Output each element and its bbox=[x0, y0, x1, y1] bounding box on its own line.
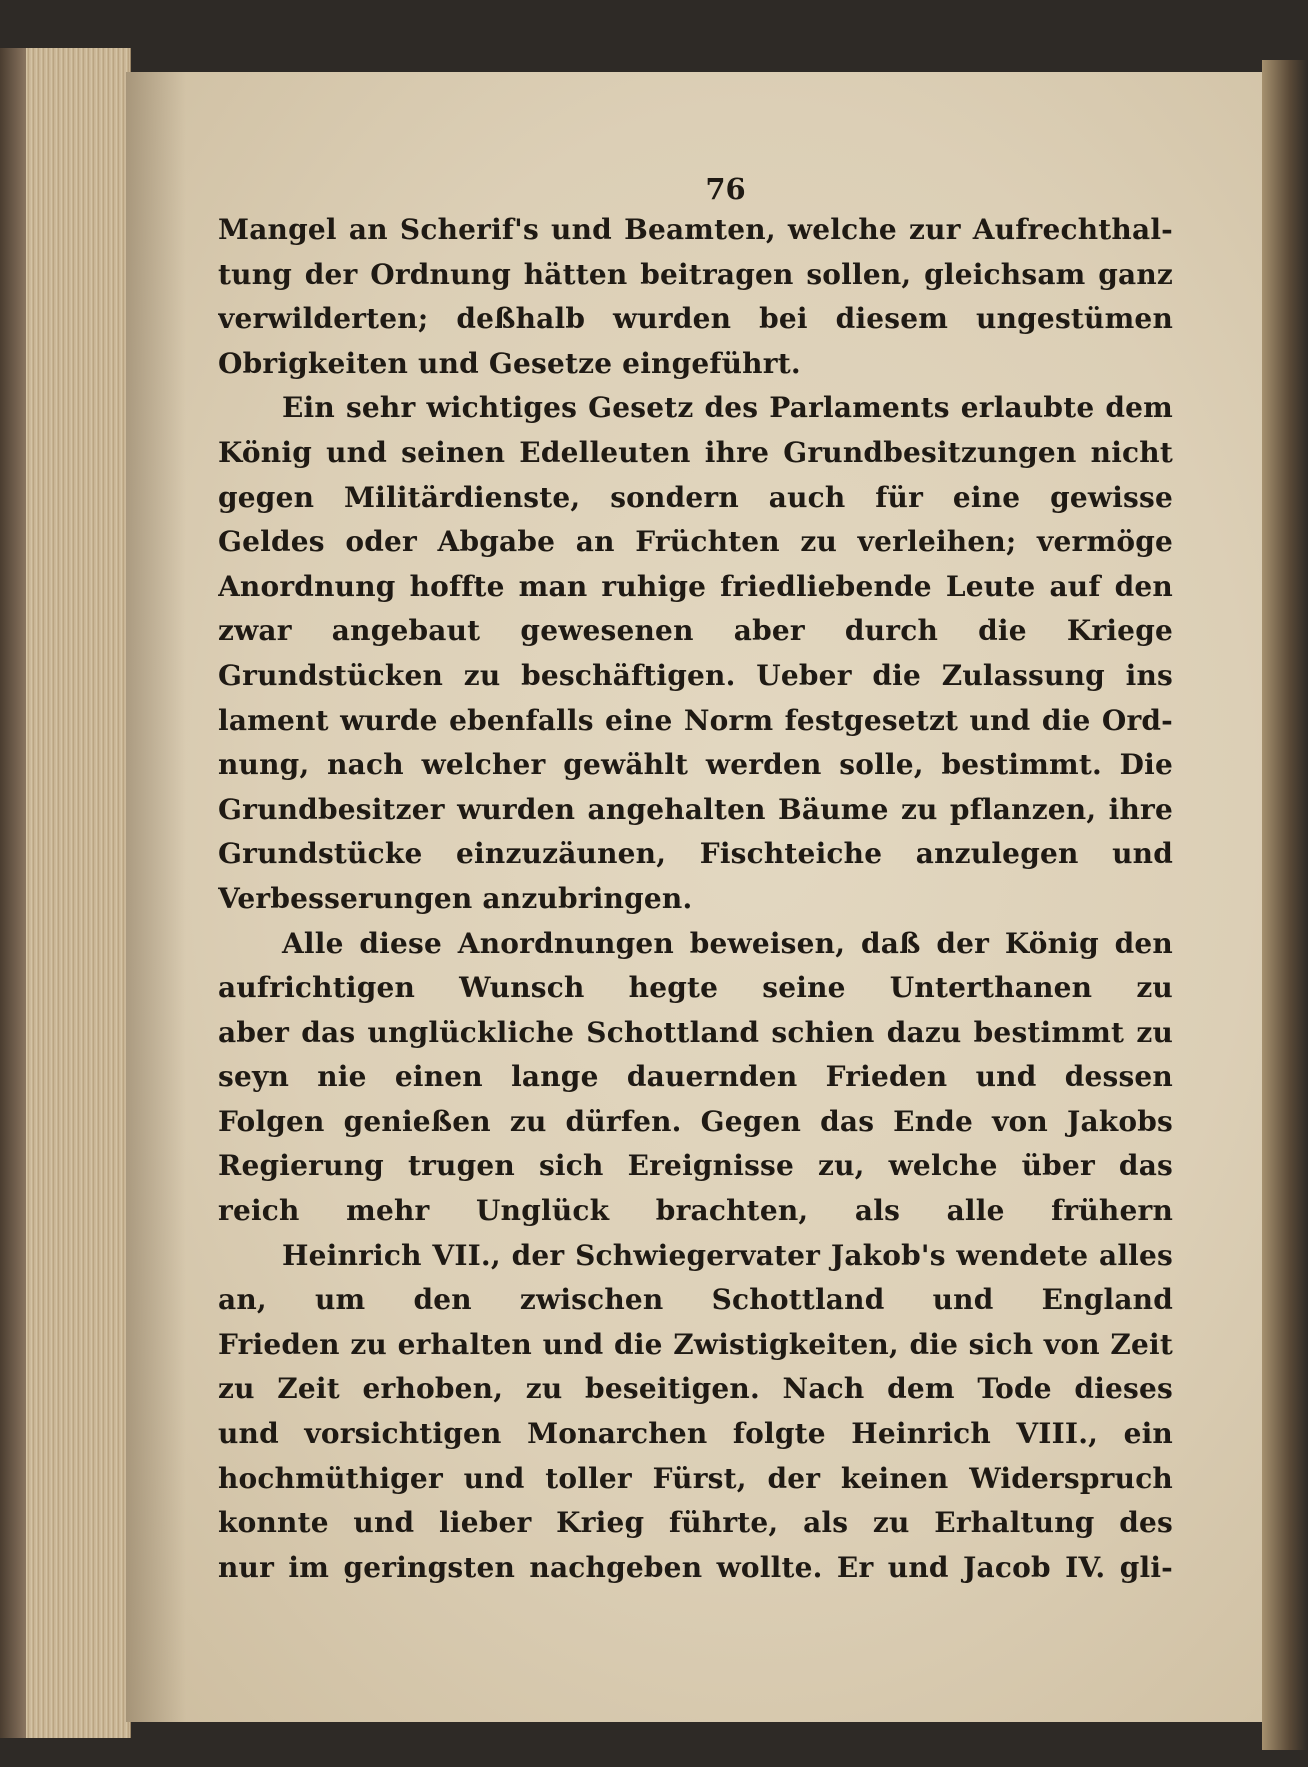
text-line bbox=[218, 565, 1173, 610]
text-line-content: nur im geringsten nachgeben wollte. Er und Jacob IV. gli- bbox=[218, 1550, 1173, 1584]
text-line-content: Anordnung hoffte man ruhige friedliebende Leute auf den bbox=[218, 569, 1173, 603]
text-line bbox=[218, 1011, 1173, 1056]
text-line bbox=[218, 386, 1173, 431]
text-line bbox=[218, 1234, 1173, 1279]
text-line bbox=[218, 922, 1173, 967]
text-line-content: seyn nie einen lange dauernden Frieden und dessen bbox=[218, 1060, 1173, 1094]
text-line-content: hochmüthiger und toller Fürst, der keinen Widerspruch bbox=[218, 1461, 1173, 1495]
text-line-content: aufrichtigen Wunsch hegte seine Unterthanen zu bbox=[218, 971, 1173, 1005]
text-line bbox=[218, 1412, 1173, 1457]
gutter-shadow bbox=[126, 72, 186, 1722]
text-line-content: zu Zeit erhoben, zu beseitigen. Nach dem Tode dieses bbox=[218, 1372, 1173, 1406]
text-line bbox=[218, 1546, 1173, 1591]
text-line-content: Heinrich VII., der Schwiegervater Jakob's wendete alles bbox=[282, 1238, 1173, 1272]
text-line bbox=[218, 1323, 1173, 1368]
text-line bbox=[218, 1189, 1173, 1234]
text-line bbox=[218, 654, 1173, 699]
text-line-content: Frieden zu erhalten und die Zwistigkeiten, die sich von Zeit bbox=[218, 1327, 1173, 1361]
text-line bbox=[218, 788, 1173, 833]
text-line bbox=[218, 1144, 1173, 1189]
text-line bbox=[218, 297, 1173, 342]
text-line-content: Alle diese Anordnungen beweisen, daß der König den bbox=[282, 926, 1173, 960]
text-line bbox=[218, 1457, 1173, 1502]
text-line-content: Regierung trugen sich Ereignisse zu, welche über das bbox=[218, 1149, 1173, 1183]
text-line bbox=[218, 699, 1173, 744]
text-line bbox=[218, 342, 1173, 387]
text-line bbox=[218, 431, 1173, 476]
text-line-content: lament wurde ebenfalls eine Norm festgesetzt und die Ord- bbox=[218, 703, 1173, 737]
text-line-content: reich mehr Unglück brachten, als alle frühern bbox=[218, 1194, 1173, 1228]
text-line bbox=[218, 877, 1173, 922]
text-line-content: zwar angebaut gewesenen aber durch die Kriege bbox=[218, 614, 1173, 648]
text-line-content: Verbesserungen anzubringen. bbox=[218, 881, 693, 915]
text-line-content: König und seinen Edelleuten ihre Grundbesitzungen nicht bbox=[218, 435, 1173, 469]
text-line-content: konnte und lieber Krieg führte, als zu Erhaltung des bbox=[218, 1506, 1173, 1540]
text-line bbox=[218, 476, 1173, 521]
text-line-content: tung der Ordnung hätten beitragen sollen, gleichsam ganz bbox=[218, 257, 1173, 291]
text-lines bbox=[218, 208, 1173, 1590]
text-line-content: Ein sehr wichtiges Gesetz des Parlaments erlaubte dem bbox=[282, 391, 1173, 425]
text-line bbox=[218, 1501, 1173, 1546]
text-line-content: Geldes oder Abgabe an Früchten zu verleihen; vermöge bbox=[218, 525, 1173, 559]
text-line bbox=[218, 520, 1173, 565]
text-line-content: Grundstücke einzuzäunen, Fischteiche anzulegen und bbox=[218, 837, 1173, 871]
text-line-content: an, um den zwischen Schottland und England bbox=[218, 1283, 1173, 1317]
text-line-content: Obrigkeiten und Gesetze eingeführt. bbox=[218, 346, 801, 380]
text-line bbox=[218, 253, 1173, 298]
text-line-content: Grundstücken zu beschäftigen. Ueber die Zulassung ins bbox=[218, 658, 1173, 692]
text-line-content: verwilderten; deßhalb wurden bei diesem ungestümen bbox=[218, 302, 1173, 336]
text-line bbox=[218, 743, 1173, 788]
text-line bbox=[218, 1278, 1173, 1323]
page-number: 76 bbox=[705, 172, 746, 206]
text-line bbox=[218, 1100, 1173, 1145]
page-text-block bbox=[218, 170, 1173, 1590]
text-line-content: Mangel an Scherif's und Beamten, welche zur Aufrechthal- bbox=[218, 213, 1173, 246]
text-line bbox=[218, 832, 1173, 877]
text-line-content: Grundbesitzer wurden angehalten Bäume zu pflanzen, ihre bbox=[218, 792, 1173, 826]
text-line bbox=[218, 609, 1173, 654]
text-line-content: aber das unglückliche Schottland schien dazu bestimmt zu bbox=[218, 1015, 1173, 1049]
text-line-content: Folgen genießen zu dürfen. Gegen das Ende von Jakobs bbox=[218, 1104, 1173, 1138]
text-line bbox=[218, 1367, 1173, 1412]
page-edge-right bbox=[1262, 60, 1308, 1750]
text-line bbox=[218, 1055, 1173, 1100]
text-line bbox=[218, 966, 1173, 1011]
text-line-content: gegen Militärdienste, sondern auch für eine gewisse bbox=[218, 480, 1173, 514]
book-spine-shadow bbox=[0, 48, 26, 1738]
text-line-content: und vorsichtigen Monarchen folgte Heinrich VIII., ein bbox=[218, 1417, 1173, 1451]
text-line-content: nung, nach welcher gewählt werden solle, bestimmt. Die bbox=[218, 748, 1173, 782]
text-line bbox=[218, 208, 1173, 253]
